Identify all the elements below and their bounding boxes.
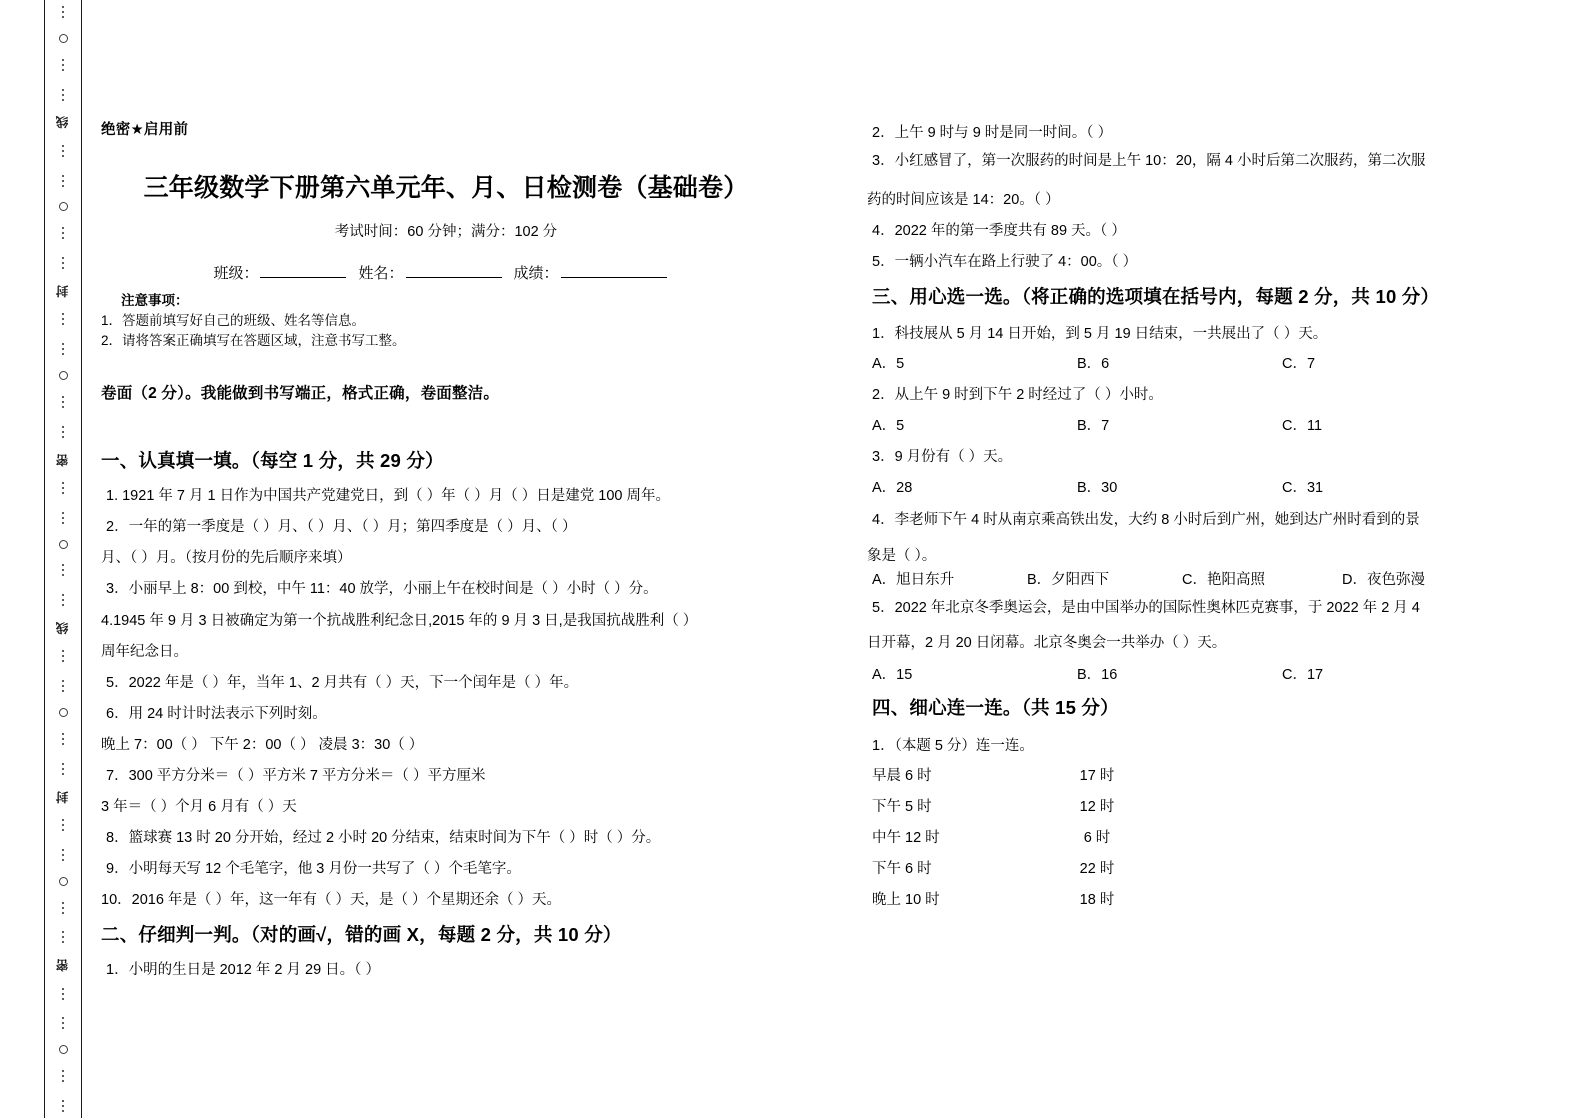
section2-question-5: 5．一辆小汽车在路上行驶了 4：00。（ ） bbox=[872, 254, 1138, 270]
seal-dot bbox=[62, 854, 64, 856]
match-right-item[interactable]: 22 时 bbox=[1079, 861, 1115, 877]
match-right-item[interactable]: 17 时 bbox=[1079, 768, 1115, 784]
option-a[interactable]: A．15 bbox=[872, 667, 913, 683]
confidential-notice: 绝密★启用前 bbox=[101, 122, 189, 138]
seal-dot bbox=[62, 267, 64, 269]
seal-circle bbox=[59, 540, 68, 549]
seal-dot-group bbox=[62, 4, 64, 20]
seal-dot bbox=[62, 522, 64, 524]
binding-seal-margin bbox=[44, 0, 82, 1118]
name-label: 姓名： bbox=[358, 265, 404, 282]
seal-dot-group bbox=[62, 761, 64, 777]
seal-dot bbox=[62, 650, 64, 652]
option-c[interactable]: C．艳阳高照 bbox=[1182, 572, 1265, 588]
option-a[interactable]: A．旭日东升 bbox=[872, 572, 955, 588]
seal-dot bbox=[62, 936, 64, 938]
seal-dot bbox=[62, 318, 64, 320]
section1-question-9: 9．小明每天写 12 个毛笔字，他 3 月份一共写了（ ）个毛笔字。 bbox=[106, 861, 521, 877]
section-3-heading: 三、用心选一选。（将正确的选项填在括号内，每题 2 分，共 10 分） bbox=[872, 286, 1440, 307]
seal-dot bbox=[62, 401, 64, 403]
seal-dot-group bbox=[62, 341, 64, 357]
seal-dot bbox=[62, 763, 64, 765]
section4-question-1-label: 1．（本题 5 分）连一连。 bbox=[872, 738, 1034, 754]
seal-dot-group bbox=[62, 900, 64, 916]
seal-dot bbox=[62, 175, 64, 177]
section3-question-5-options bbox=[872, 663, 1512, 684]
seal-dot bbox=[62, 998, 64, 1000]
name-input-blank[interactable] bbox=[406, 262, 502, 278]
seal-dot bbox=[62, 145, 64, 147]
section2-question-3a: 3．小红感冒了，第一次服药的时间是上午 10：20，隔 4 小时后第二次服药，第二次服 bbox=[872, 153, 1426, 169]
seal-dot bbox=[62, 431, 64, 433]
seal-dot bbox=[62, 660, 64, 662]
seal-char-secret-2: 密 bbox=[54, 959, 70, 972]
seal-dot bbox=[62, 907, 64, 909]
section2-question-4: 4．2022 年的第一季度共有 89 天。（ ） bbox=[872, 223, 1126, 239]
notes-title: 注意事项： bbox=[121, 293, 189, 308]
seal-dot bbox=[62, 574, 64, 576]
section1-question-10: 10．2016 年是（ ）年，这一年有（ ）天，是（ ）个星期还余（ ）天。 bbox=[101, 892, 562, 908]
seal-dot-group bbox=[62, 1098, 64, 1114]
seal-dot-group bbox=[62, 311, 64, 327]
option-b[interactable]: B．7 bbox=[1077, 418, 1110, 434]
section1-question-7b: 3 年＝（ ）个月 6 月有（ ）天 bbox=[101, 799, 297, 815]
class-input-blank[interactable] bbox=[260, 262, 346, 278]
seal-dot-group bbox=[62, 394, 64, 410]
seal-dot bbox=[62, 155, 64, 157]
seal-dot bbox=[62, 680, 64, 682]
seal-dot bbox=[62, 902, 64, 904]
section3-question-4-stem-a: 4．李老师下午 4 时从南京乘高铁出发，大约 8 小时后到广州，她到达广州时看到的景 bbox=[872, 512, 1420, 528]
seal-dot-group bbox=[62, 255, 64, 271]
match-row[interactable] bbox=[872, 888, 1272, 919]
seal-dot bbox=[62, 257, 64, 259]
seal-dot bbox=[62, 237, 64, 239]
seal-dot bbox=[62, 1075, 64, 1077]
seal-dot-group bbox=[62, 592, 64, 608]
seal-dot bbox=[62, 1022, 64, 1024]
option-c[interactable]: C．11 bbox=[1282, 418, 1323, 434]
option-a[interactable]: A．28 bbox=[872, 480, 913, 496]
match-right-item[interactable]: 6 时 bbox=[1083, 830, 1111, 846]
section1-question-2b: 月、（ ）月。（按月份的先后顺序来填） bbox=[101, 550, 352, 566]
seal-dot-group bbox=[62, 1015, 64, 1031]
option-b[interactable]: B．16 bbox=[1077, 667, 1118, 683]
seal-dot-group bbox=[62, 87, 64, 103]
seal-dot bbox=[62, 599, 64, 601]
seal-circle bbox=[59, 877, 68, 886]
section3-question-2-stem: 2．从上午 9 时到下午 2 时经过了（ ）小时。 bbox=[872, 387, 1163, 403]
seal-dot bbox=[62, 323, 64, 325]
seal-dot bbox=[62, 69, 64, 71]
seal-dot-group bbox=[62, 731, 64, 747]
seal-dot-group bbox=[62, 1068, 64, 1084]
seal-dot bbox=[62, 768, 64, 770]
seal-dot-group bbox=[62, 562, 64, 578]
seal-dot bbox=[62, 1017, 64, 1019]
section3-question-5-stem-b: 日开幕，2 月 20 日闭幕。北京冬奥会一共举办（ ）天。 bbox=[867, 635, 1227, 651]
seal-dot bbox=[62, 348, 64, 350]
option-b[interactable]: B．夕阳西下 bbox=[1027, 572, 1110, 588]
section1-question-3: 3．小丽早上 8：00 到校，中午 11：40 放学，小丽上午在校时间是（ ）小时（ ）分。 bbox=[106, 581, 658, 597]
seal-dot bbox=[62, 1100, 64, 1102]
class-label: 班级： bbox=[213, 265, 259, 282]
seal-dot bbox=[62, 1105, 64, 1107]
seal-circle bbox=[59, 202, 68, 211]
seal-dot bbox=[62, 426, 64, 428]
note-item-2: 2．请将答案正确填写在答题区域，注意书写工整。 bbox=[101, 333, 406, 348]
seal-dot-group bbox=[62, 143, 64, 159]
seal-dot-group bbox=[62, 173, 64, 189]
seal-dot bbox=[62, 569, 64, 571]
section2-question-2: 2．上午 9 时与 9 时是同一时间。（ ） bbox=[872, 125, 1113, 141]
seal-dot bbox=[62, 180, 64, 182]
seal-circle bbox=[59, 34, 68, 43]
section2-question-1: 1．小明的生日是 2012 年 2 月 29 日。（ ） bbox=[106, 962, 380, 978]
seal-dot bbox=[62, 406, 64, 408]
seal-dot bbox=[62, 594, 64, 596]
section1-question-7a: 7．300 平方分米＝（ ）平方米 7 平方分米＝（ ）平方厘米 bbox=[106, 768, 486, 784]
match-right-item[interactable]: 12 时 bbox=[1079, 799, 1115, 815]
seal-dot bbox=[62, 859, 64, 861]
section1-question-4a: 4.1945 年 9 月 3 日被确定为第一个抗战胜利纪念日,2015 年的 9 月 3 日,是我国抗战胜利（ ） bbox=[101, 613, 698, 629]
seal-dot bbox=[62, 59, 64, 61]
seal-dot bbox=[62, 743, 64, 745]
seal-dot bbox=[62, 353, 64, 355]
section3-question-4-stem-b: 象是（ ）。 bbox=[867, 548, 937, 564]
match-left-item[interactable]: 下午 5 时 bbox=[872, 799, 932, 815]
match-row[interactable] bbox=[872, 857, 1272, 888]
seal-dot bbox=[62, 99, 64, 101]
seal-dot-group bbox=[62, 57, 64, 73]
match-row[interactable] bbox=[872, 764, 1272, 795]
seal-dot-group bbox=[62, 678, 64, 694]
section1-question-5: 5．2022 年是（ ）年，当年 1、2 月共有（ ）天，下一个闰年是（ ）年。 bbox=[106, 675, 579, 691]
section3-question-1-stem: 1．科技展从 5 月 14 日开始，到 5 月 19 日结束，一共展出了（ ）天。 bbox=[872, 326, 1328, 342]
seal-dot bbox=[62, 512, 64, 514]
seal-dot bbox=[62, 829, 64, 831]
seal-dot-group bbox=[62, 480, 64, 496]
option-a[interactable]: A．5 bbox=[872, 356, 905, 372]
seal-dot bbox=[62, 941, 64, 943]
seal-dot bbox=[62, 1027, 64, 1029]
seal-dot bbox=[62, 436, 64, 438]
section1-question-8: 8．篮球赛 13 时 20 分开始，经过 2 小时 20 分结束，结束时间为下午（ ）时（ ）分。 bbox=[106, 830, 661, 846]
seal-dot bbox=[62, 738, 64, 740]
seal-char-line-2: 线 bbox=[54, 622, 70, 635]
match-left-item[interactable]: 中午 12 时 bbox=[872, 830, 940, 846]
seal-dot-group bbox=[62, 817, 64, 833]
seal-dot bbox=[62, 685, 64, 687]
section3-question-3-options bbox=[872, 476, 1512, 497]
section2-question-3b: 药的时间应该是 14：20。（ ） bbox=[867, 192, 1060, 208]
seal-dot bbox=[62, 482, 64, 484]
match-right-item[interactable]: 18 时 bbox=[1079, 892, 1115, 908]
match-row[interactable] bbox=[872, 795, 1272, 826]
seal-dot bbox=[62, 6, 64, 8]
seal-dot-group bbox=[62, 929, 64, 945]
seal-dot bbox=[62, 1070, 64, 1072]
seal-dot-group bbox=[62, 648, 64, 664]
seal-dot bbox=[62, 262, 64, 264]
matching-exercise bbox=[872, 764, 1272, 919]
seal-dot bbox=[62, 16, 64, 18]
seal-dot bbox=[62, 988, 64, 990]
seal-circle bbox=[59, 1045, 68, 1054]
seal-dot bbox=[62, 1110, 64, 1112]
seal-dot bbox=[62, 89, 64, 91]
seal-dot bbox=[62, 492, 64, 494]
seal-circle bbox=[59, 708, 68, 717]
seal-dot-group bbox=[62, 424, 64, 440]
section3-question-5-stem-a: 5．2022 年北京冬季奥运会，是由中国举办的国际性奥林匹克赛事，于 2022 年 2 月 4 bbox=[872, 600, 1420, 616]
seal-char-line: 线 bbox=[54, 116, 70, 129]
option-c[interactable]: C．7 bbox=[1282, 356, 1316, 372]
match-left-item[interactable]: 晚上 10 时 bbox=[872, 892, 940, 908]
seal-char-secret: 密 bbox=[54, 453, 70, 466]
option-c[interactable]: C．17 bbox=[1282, 667, 1324, 683]
seal-dot-group bbox=[62, 510, 64, 526]
seal-dot bbox=[62, 824, 64, 826]
match-left-item[interactable]: 下午 6 时 bbox=[872, 861, 932, 877]
section1-question-6-times: 晚上 7：00（ ） 下午 2：00（ ） 凌晨 3：30（ ） bbox=[101, 737, 424, 753]
option-a[interactable]: A．5 bbox=[872, 418, 905, 434]
seal-dot bbox=[62, 185, 64, 187]
seal-dot-group bbox=[62, 225, 64, 241]
seal-dot bbox=[62, 912, 64, 914]
seal-dot bbox=[62, 773, 64, 775]
seal-dot bbox=[62, 1080, 64, 1082]
section-2-heading: 二、仔细判一判。（对的画√，错的画 X，每题 2 分，共 10 分） bbox=[101, 924, 622, 945]
seal-dot bbox=[62, 94, 64, 96]
score-input-blank[interactable] bbox=[561, 262, 667, 278]
seal-dot bbox=[62, 690, 64, 692]
seal-char-seal: 封 bbox=[54, 284, 70, 298]
seal-dot-group bbox=[62, 986, 64, 1002]
seal-char-seal-2: 封 bbox=[54, 790, 70, 804]
exam-paper bbox=[82, 0, 1583, 1118]
section-4-heading: 四、细心连一连。（共 15 分） bbox=[872, 697, 1119, 718]
note-item-1: 1．答题前填写好自己的班级、姓名等信息。 bbox=[101, 313, 366, 328]
exam-meta: 考试时间：60 分钟；满分：102 分 bbox=[334, 224, 558, 240]
section1-question-4b: 周年纪念日。 bbox=[101, 644, 188, 660]
student-id-fields bbox=[90, 262, 802, 283]
seal-dot bbox=[62, 227, 64, 229]
option-b[interactable]: B．30 bbox=[1077, 480, 1118, 496]
page-title: 三年级数学下册第六单元年、月、日检测卷（基础卷） bbox=[143, 174, 749, 202]
section1-question-2a: 2．一年的第一季度是（ ）月、（ ）月、（ ）月；第四季度是（ ）月、（ ） bbox=[106, 519, 577, 535]
seal-dot bbox=[62, 11, 64, 13]
seal-dot bbox=[62, 655, 64, 657]
seal-dot bbox=[62, 396, 64, 398]
seal-dot bbox=[62, 733, 64, 735]
seal-dot bbox=[62, 849, 64, 851]
cover-presentation-note: 卷面（2 分）。我能做到书写端正，格式正确，卷面整洁。 bbox=[101, 385, 500, 402]
option-c[interactable]: C．31 bbox=[1282, 480, 1324, 496]
seal-dot bbox=[62, 64, 64, 66]
option-b[interactable]: B．6 bbox=[1077, 356, 1110, 372]
seal-dot bbox=[62, 487, 64, 489]
section1-question-1: 1. 1921 年 7 月 1 日作为中国共产党建党日，到（ ）年（ ）月（ ）日是建党 100 周年。 bbox=[106, 488, 670, 504]
seal-dot bbox=[62, 604, 64, 606]
seal-track bbox=[45, 0, 81, 1118]
score-label: 成绩： bbox=[513, 265, 559, 282]
option-d[interactable]: D．夜色弥漫 bbox=[1342, 572, 1425, 588]
section-1-heading: 一、认真填一填。（每空 1 分，共 29 分） bbox=[101, 450, 444, 471]
match-left-item[interactable]: 早晨 6 时 bbox=[872, 768, 932, 784]
section3-question-1-options bbox=[872, 352, 1512, 373]
seal-dot bbox=[62, 517, 64, 519]
seal-dot bbox=[62, 313, 64, 315]
seal-dot bbox=[62, 564, 64, 566]
seal-dot-group bbox=[62, 847, 64, 863]
section3-question-3-stem: 3．9 月份有（ ）天。 bbox=[872, 449, 1013, 465]
seal-dot bbox=[62, 232, 64, 234]
seal-dot bbox=[62, 343, 64, 345]
section1-question-6: 6．用 24 时计时法表示下列时刻。 bbox=[106, 706, 327, 722]
seal-dot bbox=[62, 993, 64, 995]
match-row[interactable] bbox=[872, 826, 1272, 857]
seal-circle bbox=[59, 371, 68, 380]
seal-dot bbox=[62, 150, 64, 152]
seal-dot bbox=[62, 819, 64, 821]
section3-question-4-options bbox=[872, 568, 1572, 589]
seal-dot bbox=[62, 931, 64, 933]
section3-question-2-options bbox=[872, 414, 1512, 435]
